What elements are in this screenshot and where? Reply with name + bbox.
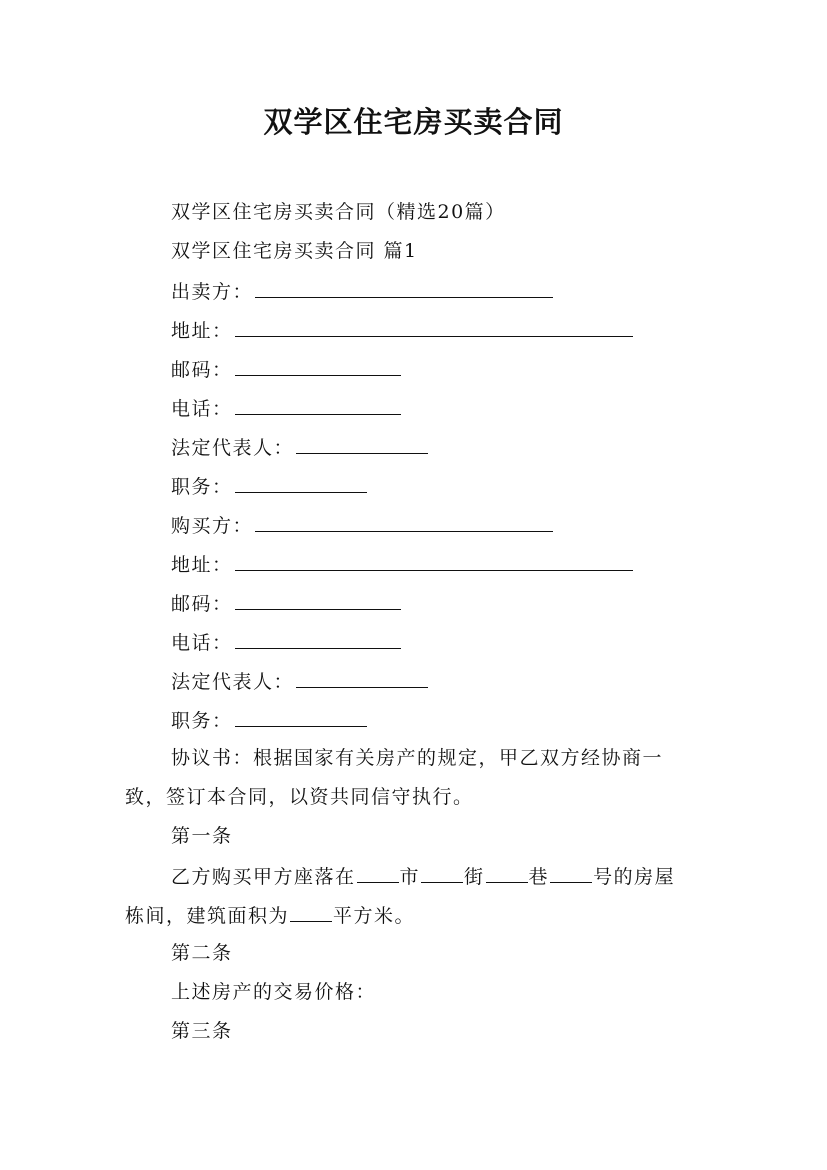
field-label: 地址： [171,554,233,576]
field-label: 法定代表人： [171,671,295,693]
buyer-position-field [125,700,709,739]
fill-in-blank [296,427,428,454]
article-1-text: 街 [464,866,485,888]
article-1-heading: 第一条 [171,825,233,847]
fill-in-blank [290,895,332,922]
fill-in-blank [235,622,401,649]
article-1-text: 平方米。 [333,905,416,927]
document-title: 双学区住宅房买卖合同 [263,105,564,139]
section-heading: 双学区住宅房买卖合同 篇1 [171,240,418,262]
fill-in-blank [235,388,401,415]
field-label: 职务： [171,476,233,498]
seller-address-field [125,310,709,349]
seller-name-field [125,271,709,310]
field-label: 电话： [171,632,233,654]
article-2-heading: 第二条 [171,942,233,964]
buyer-postcode-field [125,583,709,622]
article-1-text: 乙方购买甲方座落在 [171,866,356,888]
seller-postcode-field [125,349,709,388]
fill-in-blank [255,505,553,532]
article-1-text: 号的房屋 [593,866,676,888]
fill-in-blank [421,856,463,883]
article-1-line-2 [125,895,709,934]
fill-in-blank [235,700,367,727]
field-label: 出卖方： [171,281,254,303]
agreement-line-2: 致，签订本合同，以资共同信守执行。 [125,786,474,808]
agreement-line-1: 协议书：根据国家有关房产的规定，甲乙双方经协商一 [171,747,664,769]
fill-in-blank [235,544,633,571]
document-body [125,193,709,1051]
buyer-legal-rep-field [125,661,709,700]
article-2-text: 上述房产的交易价格： [171,981,377,1003]
fill-in-blank [235,583,401,610]
field-label: 购买方： [171,515,254,537]
buyer-address-field [125,544,709,583]
fill-in-blank [357,856,399,883]
buyer-phone-field [125,622,709,661]
fill-in-blank [255,271,553,298]
fill-in-blank [550,856,592,883]
article-1-text: 巷 [528,866,550,888]
article-1-text: 栋间，建筑面积为 [125,905,290,927]
field-label: 邮码： [171,359,233,381]
seller-legal-rep-field [125,427,709,466]
seller-phone-field [125,388,709,427]
fill-in-blank [235,466,367,493]
article-1-text: 市 [399,866,421,888]
field-label: 职务： [171,710,233,732]
article-3-heading: 第三条 [171,1020,233,1042]
fill-in-blank [296,661,428,688]
article-1-line-1 [125,856,709,895]
field-label: 电话： [171,398,233,420]
buyer-name-field [125,505,709,544]
seller-position-field [125,466,709,505]
field-label: 邮码： [171,593,233,615]
field-label: 地址： [171,320,233,342]
fill-in-blank [235,349,401,376]
field-label: 法定代表人： [171,437,295,459]
document-subtitle: 双学区住宅房买卖合同（精选20篇） [171,201,506,223]
fill-in-blank [486,856,528,883]
fill-in-blank [235,310,633,337]
